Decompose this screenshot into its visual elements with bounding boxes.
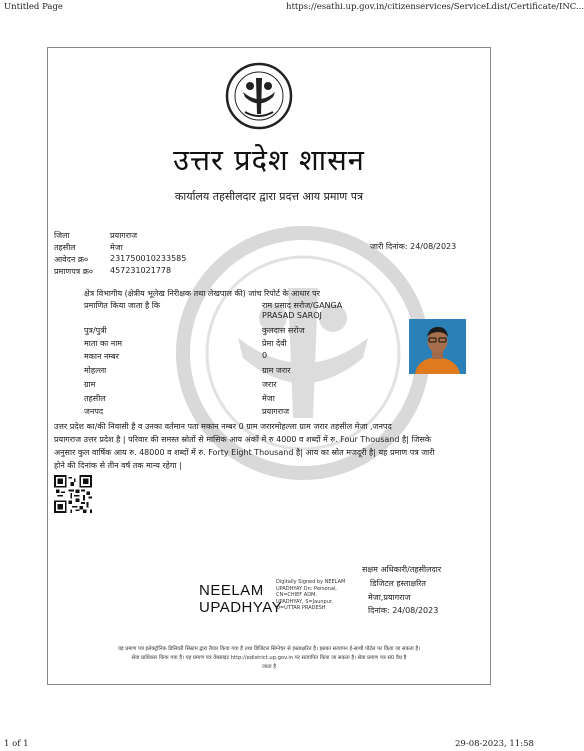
tehsil-value: मेजा [110, 243, 123, 252]
officer-date: दिनांक: 24/08/2023 [368, 606, 439, 615]
footer-note-line: सेवा प्राधिकार किया गया है। यह प्रमाण पत्र वेबसाइट http://edistrict.up.gov.in पर सत्यापित किया जा सकता है। सेवा प्रमाण पत्र सं0 वैध है [131, 655, 407, 661]
application-no-value: 231750010233585 [110, 254, 187, 263]
digital-line: O=UTTAR PRADESH [276, 605, 326, 611]
footer-note [52, 645, 486, 672]
paragraph-line2: प्रयागराज उत्तर प्रदेश है | परिवार की समस्त स्रोतों से मासिक आय अंकों में रु 4000 व शब्दों में रु. Four Thousand है| जिसके [54, 435, 432, 444]
applicant-name-line1: राम प्रसाद सरोज/GANGA [262, 301, 343, 310]
applicant-name-line2: PRASAD SAROJ [262, 311, 322, 320]
footer-note-line: जाता है [262, 664, 276, 670]
signer-name-line1: NEELAM [199, 582, 264, 599]
house-value: 0 [262, 351, 268, 360]
officer-designation: सक्षम अधिकारी/तहसीलदार [362, 565, 442, 574]
paragraph-line3: अनुसार कुल वार्षिक आय रु. 48000 व शब्दों में रु. Forty Eight Thousand है| आय का स्रोत मजदूरी है| यह प्रमाण पत्र जारी [54, 448, 435, 457]
tehsil-label: तहसील [54, 243, 76, 252]
son-value: कुलदास सरोज [262, 326, 305, 335]
signer-name-line2: UPADHYAY [199, 599, 283, 616]
paragraph-line1: उत्तर प्रदेश का/की निवासी है व उनका वर्तमान पता मकान नम्बर 0 ग्राम जरारमोहल्ला ग्राम जरार तहसील मेजा ,जनपद [54, 422, 392, 431]
issue-date: जारी दिनांक: 24/08/2023 [370, 242, 457, 251]
tehsil2-value: मेजा [262, 394, 275, 403]
locality-label: मोहल्ला [84, 366, 107, 375]
locality-value: ग्राम जरार [262, 366, 291, 375]
district2-label: जनपद [84, 407, 104, 416]
village-value: जरार [262, 380, 277, 389]
son-label: पुत्र/पुत्री [84, 326, 107, 335]
district-value: प्रयागराज [110, 231, 138, 240]
browser-url: https://esathi.up.gov.in/citizenservices/ServiceLdist/Certificate/INC... [286, 2, 584, 12]
district-label: जिला [54, 231, 70, 240]
certificate-paragraph [54, 420, 484, 472]
certificate-no-value: 457231021778 [110, 266, 172, 275]
digital-line: UPADHYAY, S=Jaunpur, [276, 598, 334, 605]
paragraph-line4: होने की दिनांक से तीन वर्ष तक मान्य रहेगा | [54, 461, 182, 470]
browser-page-title: Untitled Page [4, 2, 63, 12]
officer-subtitle: डिजिटल हस्ताक्षरित [370, 579, 426, 588]
digital-line: UPADHYAY Dn: Personal, [276, 585, 337, 592]
up-govt-emblem-icon [225, 62, 293, 130]
qr-code-icon [54, 475, 92, 513]
income-certificate [47, 47, 491, 685]
village-label: ग्राम [84, 380, 96, 389]
digital-line: CN=CHIEF ADM. [276, 592, 317, 598]
mother-label: माता का नाम [84, 339, 123, 348]
govt-title: उत्तर प्रदेश शासन [173, 143, 365, 177]
mother-value: प्रेमा देवी [262, 339, 287, 348]
footer-note-line: यह प्रमाण पत्र इलेक्ट्रॉनिक डिलिवरी सिस्टम द्वारा तैयार किया गया है तथा डिजिटल सिग्नेचर से हस्ताक्षरित है। इसका सत्यापन ई-साथी पोर्टल पर किया जा सकता है। [117, 646, 421, 652]
page-count: 1 of 1 [4, 739, 29, 749]
applicant-photo [409, 319, 466, 374]
tehsil2-label: तहसील [84, 394, 106, 403]
certified-label: प्रमाणित किया जाता है कि [84, 301, 161, 310]
application-no-label: आवेदन क्र० [54, 255, 89, 264]
house-label: मकान नम्बर [84, 352, 119, 361]
officer-place: मेजा,प्रयागराज [368, 593, 411, 602]
digital-line: Digitally Signed by NEELAM [276, 579, 346, 585]
digital-signature-details [276, 579, 345, 612]
certificate-title: कार्यालय तहसीलदार द्वारा प्रदत्त आय प्रमाण पत्र [174, 190, 364, 203]
certificate-no-label: प्रमाणपत्र क्र० [54, 267, 93, 276]
intro-line: क्षेत्र विभागीय (क्षेत्रीय भूलेख निरीक्षक तथा लेखपाल की) जांच रिपोर्ट के आधार पर [84, 289, 320, 298]
print-timestamp: 29-08-2023, 11:58 [455, 739, 534, 749]
district2-value: प्रयागराज [262, 407, 290, 416]
